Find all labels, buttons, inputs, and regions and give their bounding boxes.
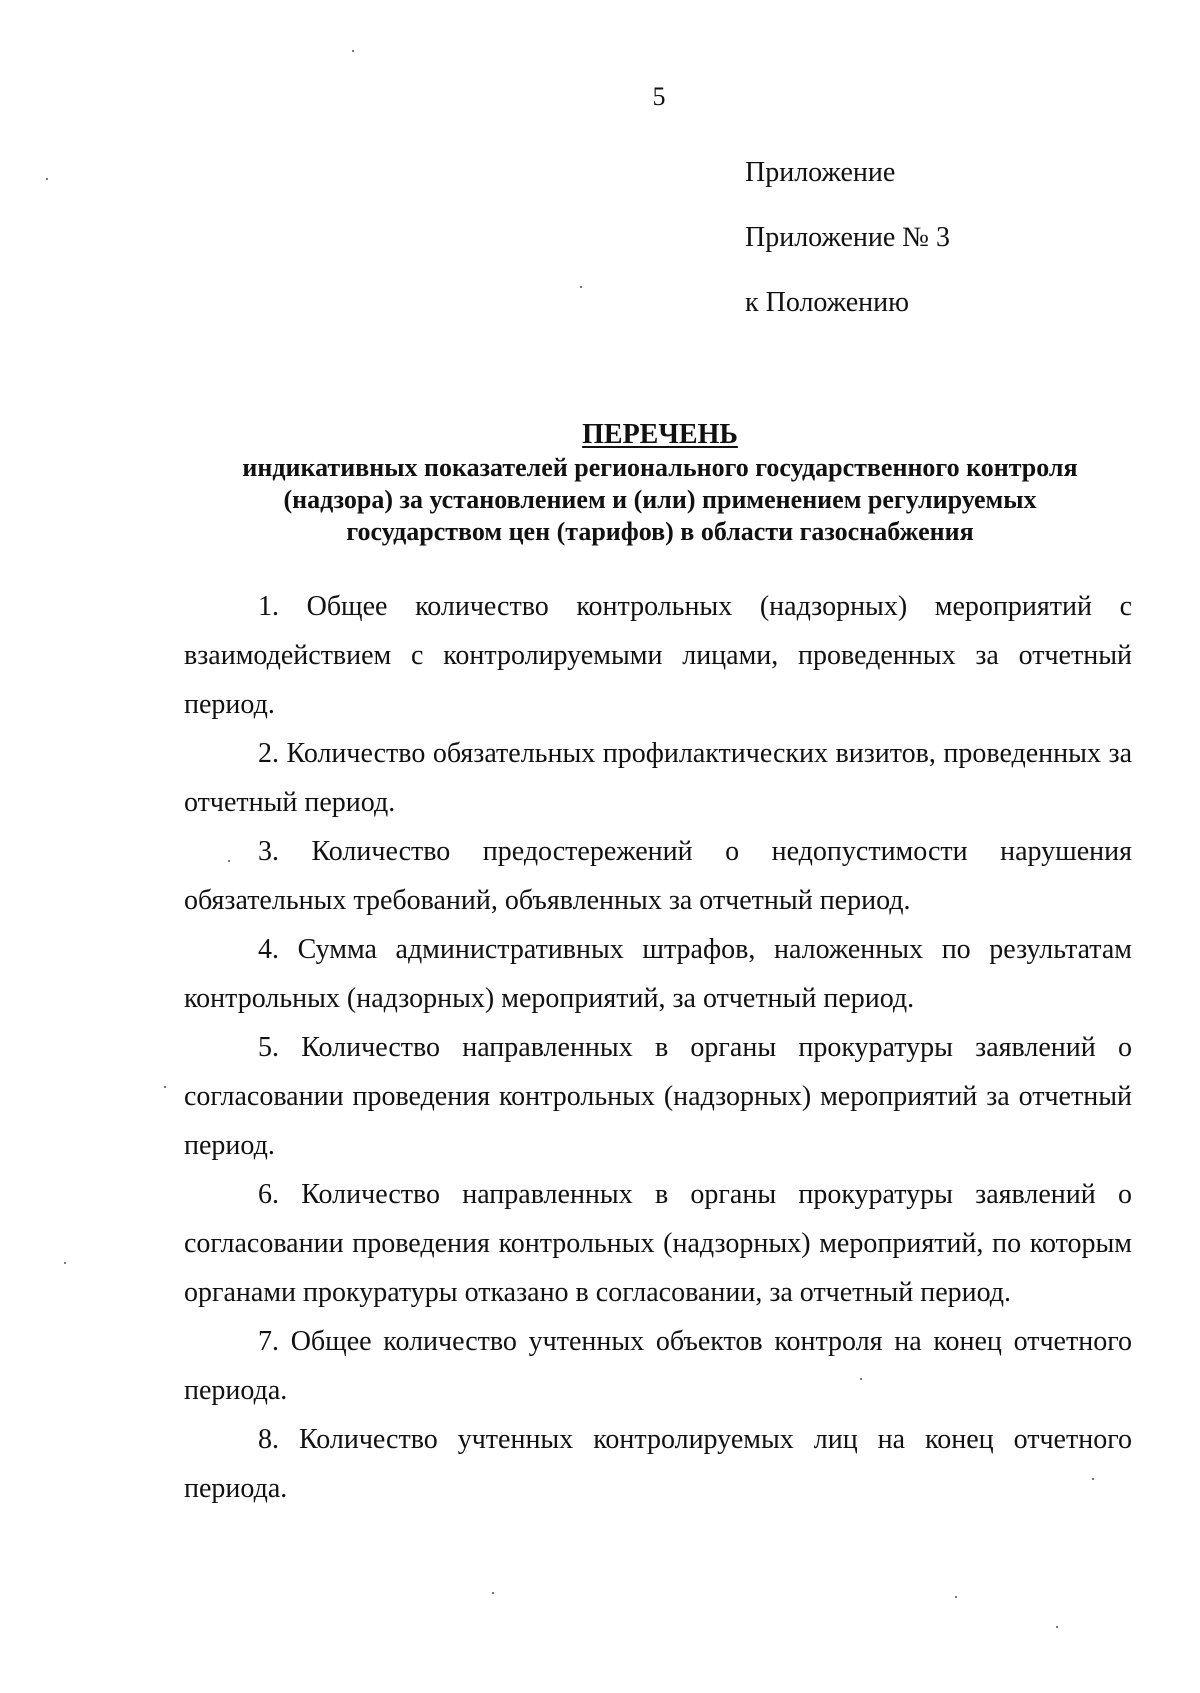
scan-speck bbox=[1056, 1626, 1058, 1628]
appendix-number: Приложение № 3 bbox=[745, 222, 950, 253]
indicator-item: 7. Общее количество учтенных объектов контроля на конец отчетного периода. bbox=[184, 1326, 1132, 1406]
document-title-block bbox=[180, 418, 1140, 548]
scan-speck bbox=[860, 1378, 862, 1380]
scan-speck bbox=[352, 50, 354, 52]
indicator-item: 6. Количество направленных в органы прокуратуры заявлений о согласовании проведения контрольных (надзорных) мероприятий, по которым органами прокуратуры отказано в согласовании, за отчетный период. bbox=[184, 1179, 1132, 1308]
scan-speck bbox=[580, 286, 582, 288]
page-number: 5 bbox=[652, 82, 666, 111]
scan-speck bbox=[492, 1592, 494, 1594]
document-title: ПЕРЕЧЕНЬ bbox=[582, 419, 738, 450]
indicator-item: 3. Количество предостережений о недопустимости нарушения обязательных требований, объявленных за отчетный период. bbox=[184, 836, 1132, 916]
indicator-item: 1. Общее количество контрольных (надзорных) мероприятий с взаимодействием с контролируемыми лицами, проведенных за отчетный период. bbox=[184, 591, 1132, 720]
document-subtitle-line: государством цен (тарифов) в области газоснабжения bbox=[346, 517, 974, 546]
scan-speck bbox=[46, 178, 48, 180]
scan-speck bbox=[228, 860, 230, 862]
scan-speck bbox=[164, 1086, 166, 1088]
scan-speck bbox=[64, 1262, 66, 1264]
indicator-item: 2. Количество обязательных профилактических визитов, проведенных за отчетный период. bbox=[184, 738, 1132, 818]
indicator-item: 8. Количество учтенных контролируемых лиц на конец отчетного периода. bbox=[184, 1424, 1132, 1504]
appendix-label: Приложение bbox=[745, 157, 896, 188]
document-subtitle-line: индикативных показателей регионального государственного контроля bbox=[242, 453, 1078, 482]
indicator-list bbox=[184, 582, 1132, 1513]
document-subtitle-line: (надзора) за установлением и (или) применением регулируемых bbox=[283, 485, 1037, 514]
scan-speck bbox=[955, 1596, 957, 1598]
indicator-item: 4. Сумма административных штрафов, наложенных по результатам контрольных (надзорных) мероприятий, за отчетный период. bbox=[184, 934, 1132, 1014]
indicator-item: 5. Количество направленных в органы прокуратуры заявлений о согласовании проведения контрольных (надзорных) мероприятий за отчетный период. bbox=[184, 1032, 1132, 1161]
scan-speck bbox=[1092, 1478, 1094, 1480]
appendix-reference: к Положению bbox=[745, 287, 910, 318]
